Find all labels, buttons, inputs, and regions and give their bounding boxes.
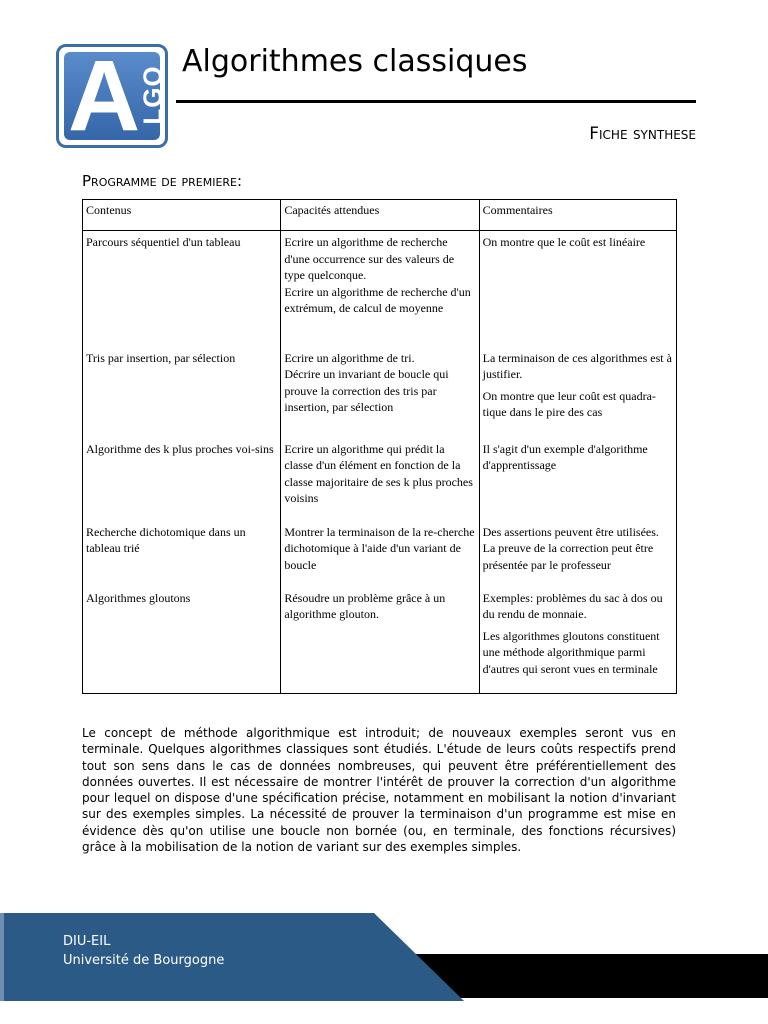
cell-commentaires: [479, 587, 676, 694]
section-heading: Programme de premiere:: [82, 172, 243, 190]
cell-capacites: [281, 438, 479, 521]
cell-text: Montrer la terminaison de la re-cherche dichotomique à l'aide d'un variant de boucle: [284, 524, 475, 572]
cell-text: Il s'agit d'un exemple d'algorithme d'apprentissage: [482, 441, 648, 472]
table-header-row: [83, 200, 677, 231]
column-header-commentaires: Commentaires: [479, 200, 676, 231]
algo-logo: [56, 40, 168, 152]
cell-text: Des assertions peuvent être utilisées. La preuve de la correction peut être présentée par le professeur: [482, 524, 659, 572]
body-paragraph: Le concept de méthode algorithmique est introduit; de nouveaux exemples seront vus en terminale. Quelques algorithmes classiques sont étudiés. L'étude de leurs coûts respectifs prend tout son sens dans le cas de données nombreuses, qui peuvent être préférentiellement des données ouvertes. Il est nécessaire de montrer l'intérêt de prouver la correction d'un algorithme pour lequel on dispose d'une spécification précise, notamment en mobilisant la notion d'invariant sur des exemples simples. La nécessité de prouver la terminaison d'un programme est mise en évidence dès qu'on utilise une boucle non bornée (ou, en terminale, des fonctions récursives) grâce à la mobilisation de la notion de variant sur des exemples simples.: [82, 726, 676, 855]
cell-contenus: [83, 438, 281, 521]
cell-contenus: [83, 587, 281, 694]
footer-institution: [63, 932, 224, 970]
cell-text: Ecrire un algorithme de recherche d'une occurrence sur des valeurs de type quelconque.: [284, 235, 455, 282]
cell-capacites: [281, 347, 479, 438]
cell-text: On montre que leur coût est quadra-tique dans le pire des cas: [482, 388, 656, 419]
cell-commentaires: [479, 231, 676, 347]
footer-line-university: Université de Bourgogne: [63, 953, 225, 968]
page-title: Algorithmes classiques: [182, 44, 528, 79]
cell-text: Algorithmes gloutons: [86, 590, 191, 605]
cell-text: Ecrire un algorithme de recherche d'un extrémum, de calcul de moyenne: [284, 284, 471, 315]
cell-text: Recherche dichotomique dans un tableau trié: [86, 524, 246, 555]
logo-letter: A: [68, 40, 141, 152]
table-row: [83, 521, 677, 587]
cell-text: Algorithme des k plus proches voi-sins: [86, 441, 274, 456]
document-subtitle: Fiche synthese: [589, 124, 696, 144]
cell-commentaires: [479, 347, 676, 438]
program-table: [82, 199, 677, 694]
cell-text: Ecrire un algorithme de tri.: [284, 350, 415, 365]
table-row: [83, 587, 677, 694]
cell-capacites: [281, 587, 479, 694]
cell-contenus: [83, 231, 281, 347]
table-row: [83, 438, 677, 521]
cell-text: Parcours séquentiel d'un tableau: [86, 235, 241, 249]
cell-capacites: [281, 231, 479, 347]
table-row: [83, 347, 677, 438]
cell-commentaires: [479, 438, 676, 521]
column-header-contenus: Contenus: [83, 200, 281, 231]
cell-text: Ecrire un algorithme qui prédit la classe d'un élément en fonction de la classe majoritaire de ses k plus proches voisins: [284, 441, 473, 505]
cell-text: On montre que le coût est linéaire: [482, 235, 646, 249]
cell-capacites: [281, 521, 479, 587]
footer-black-band: [400, 954, 768, 998]
cell-text: Résoudre un problème grâce à un algorithme glouton.: [284, 590, 446, 621]
footer-line-program: DIU-EIL: [63, 934, 111, 949]
cell-contenus: [83, 521, 281, 587]
table-row: [83, 231, 677, 347]
cell-text: Exemples: problèmes du sac à dos ou du rendu de monnaie.: [482, 590, 663, 621]
logo-sub-letters: LGO: [137, 65, 168, 125]
cell-text: Tris par insertion, par sélection: [86, 350, 236, 365]
column-header-capacites: Capacités attendues: [281, 200, 479, 231]
cell-text: Décrire un invariant de boucle qui prouve la correction des tris par insertion, par sélection: [284, 367, 449, 414]
cell-commentaires: [479, 521, 676, 587]
title-divider: [176, 100, 696, 103]
logo-badge: [64, 40, 168, 152]
cell-text: Les algorithmes gloutons constituent une méthode algorithmique parmi d'autres qui seront vues en terminale: [482, 628, 660, 676]
cell-text: La terminaison de ces algorithmes est à justifier.: [482, 350, 672, 381]
cell-contenus: [83, 347, 281, 438]
